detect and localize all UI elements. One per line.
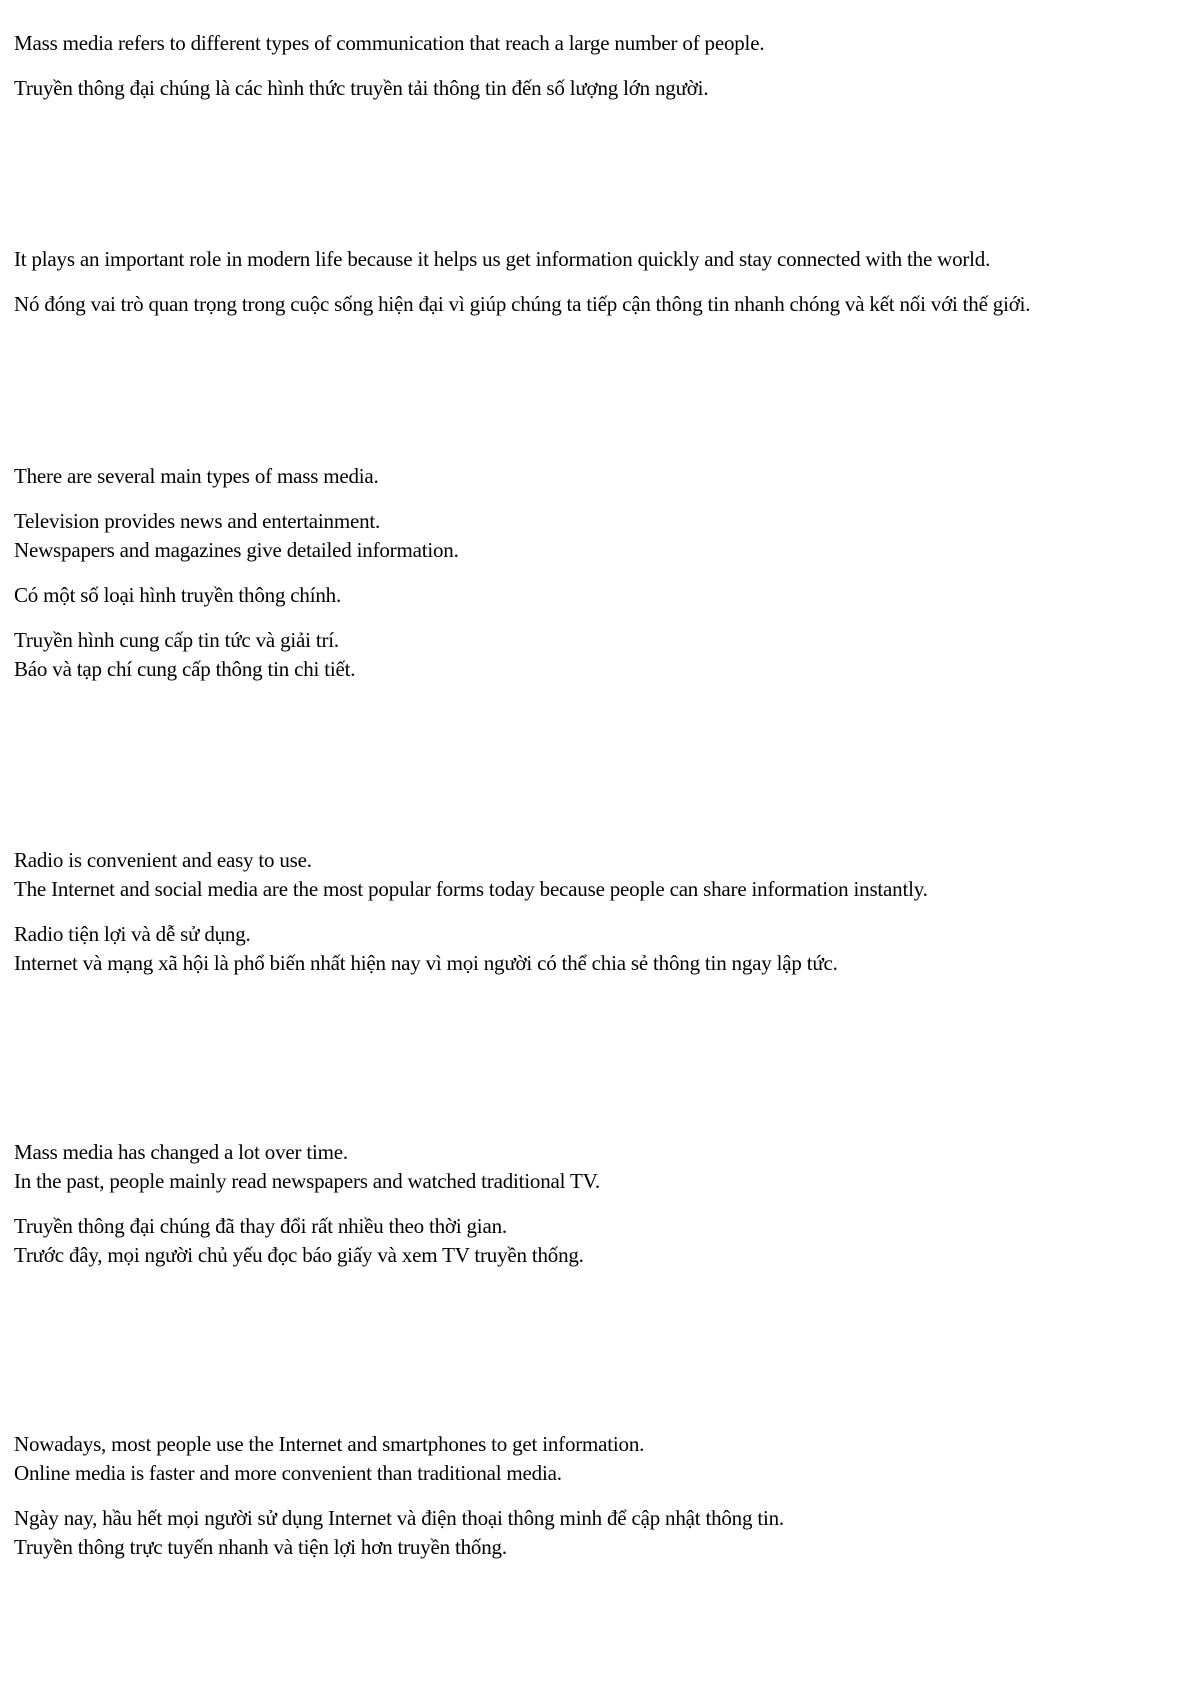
english-paragraph: [14, 1138, 1184, 1196]
text-line: It plays an important role in modern life because it helps us get information quickly and stay connected with the world.: [14, 247, 991, 271]
text-line: Mass media refers to different types of communication that reach a large number of people.: [14, 31, 765, 55]
text-line: Mass media has changed a lot over time.: [14, 1140, 348, 1164]
text-line: Radio is convenient and easy to use.: [14, 848, 312, 872]
section-nowadays: [14, 1430, 1184, 1578]
section-radio-internet: [14, 846, 1184, 994]
text-line: Online media is faster and more convenient than traditional media.: [14, 1461, 562, 1485]
text-line: Báo và tạp chí cung cấp thông tin chi tiết.: [14, 657, 356, 681]
text-line: Nowadays, most people use the Internet and smartphones to get information.: [14, 1432, 645, 1456]
text-line: Radio tiện lợi và dễ sử dụng.: [14, 922, 251, 946]
english-paragraph: [14, 846, 1184, 904]
vietnamese-paragraph: [14, 1212, 1184, 1270]
vietnamese-paragraph: [14, 290, 1184, 319]
text-line: Truyền thông đại chúng đã thay đổi rất nhiều theo thời gian.: [14, 1214, 507, 1238]
section-change-over-time: [14, 1138, 1184, 1286]
vietnamese-paragraph: [14, 626, 1184, 684]
text-line: The Internet and social media are the most popular forms today because people can share information instantly.: [14, 877, 928, 901]
text-line: Có một số loại hình truyền thông chính.: [14, 583, 342, 607]
english-paragraph: [14, 245, 1184, 274]
text-line: Nó đóng vai trò quan trọng trong cuộc sống hiện đại vì giúp chúng ta tiếp cận thông tin nhanh chóng và kết nối với thế giới.: [14, 292, 1031, 316]
vietnamese-paragraph: [14, 1504, 1184, 1562]
vietnamese-paragraph: [14, 74, 1184, 103]
text-line: Ngày nay, hầu hết mọi người sử dụng Internet và điện thoại thông minh để cập nhật thông tin.: [14, 1506, 784, 1530]
english-paragraph: [14, 1430, 1184, 1488]
section-importance: [14, 245, 1184, 335]
text-line: Trước đây, mọi người chủ yếu đọc báo giấy và xem TV truyền thống.: [14, 1243, 584, 1267]
text-line: There are several main types of mass media.: [14, 464, 379, 488]
text-line: Newspapers and magazines give detailed information.: [14, 538, 459, 562]
text-line: In the past, people mainly read newspapers and watched traditional TV.: [14, 1169, 600, 1193]
text-line: Internet và mạng xã hội là phổ biến nhất hiện nay vì mọi người có thể chia sẻ thông tin ngay lập tức.: [14, 951, 838, 975]
vietnamese-paragraph: [14, 581, 1184, 610]
text-line: Truyền hình cung cấp tin tức và giải trí.: [14, 628, 339, 652]
text-line: Truyền thông trực tuyến nhanh và tiện lợi hơn truyền thống.: [14, 1535, 507, 1559]
text-line: Television provides news and entertainment.: [14, 509, 381, 533]
text-line: Truyền thông đại chúng là các hình thức truyền tải thông tin đến số lượng lớn người.: [14, 76, 709, 100]
english-paragraph: [14, 29, 1184, 58]
english-paragraph: [14, 507, 1184, 565]
english-paragraph: [14, 462, 1184, 491]
vietnamese-paragraph: [14, 920, 1184, 978]
section-types: [14, 462, 1184, 700]
section-definition: [14, 29, 1184, 119]
